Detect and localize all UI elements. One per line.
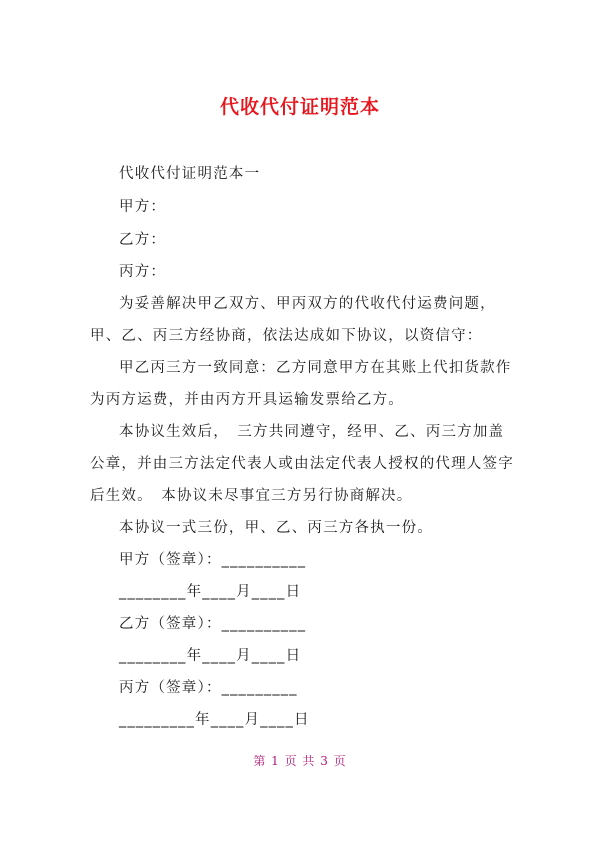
party-b-date: ________年____月____日 xyxy=(119,648,302,664)
party-c-signature: 丙方（签章）：_________ xyxy=(119,680,298,696)
paragraph-2-line-1: 甲乙丙三方一致同意：乙方同意甲方在其账上代扣货款作 xyxy=(119,360,512,376)
paragraph-1-line-2: 甲、乙、丙三方经协商，依法达成如下协议，以资信守： xyxy=(90,328,483,344)
paragraph-1-line-1: 为妥善解决甲乙双方、甲丙双方的代收代付运费问题， xyxy=(119,296,496,312)
paragraph-3-line-3: 后生效。 本协议未尽事宜三方另行协商解决。 xyxy=(90,488,413,504)
party-a-date: ________年____月____日 xyxy=(119,584,302,600)
party-a-label: 甲方： xyxy=(119,199,167,215)
paragraph-3-line-1: 本协议生效后， 三方共同遵守，经甲、乙、丙三方加盖 xyxy=(119,424,505,440)
party-c-label: 丙方： xyxy=(119,264,167,280)
party-a-signature: 甲方（签章）：__________ xyxy=(119,552,307,568)
paragraph-4: 本协议一式三份，甲、乙、丙三方各执一份。 xyxy=(119,520,433,536)
section-heading: 代收代付证明范本一 xyxy=(119,166,261,182)
party-b-label: 乙方： xyxy=(119,232,167,248)
document-title: 代收代付证明范本 xyxy=(219,96,380,118)
page-indicator: 第 1 页 共 3 页 xyxy=(253,754,347,768)
paragraph-3-line-2: 公章，并由三方法定代表人或由法定代表人授权的代理人签字 xyxy=(90,456,514,472)
party-b-signature: 乙方（签章）：__________ xyxy=(119,616,307,632)
paragraph-2-line-2: 为丙方运费，并由丙方开具运输发票给乙方。 xyxy=(90,392,404,408)
party-c-date: _________年____月____日 xyxy=(119,712,310,728)
